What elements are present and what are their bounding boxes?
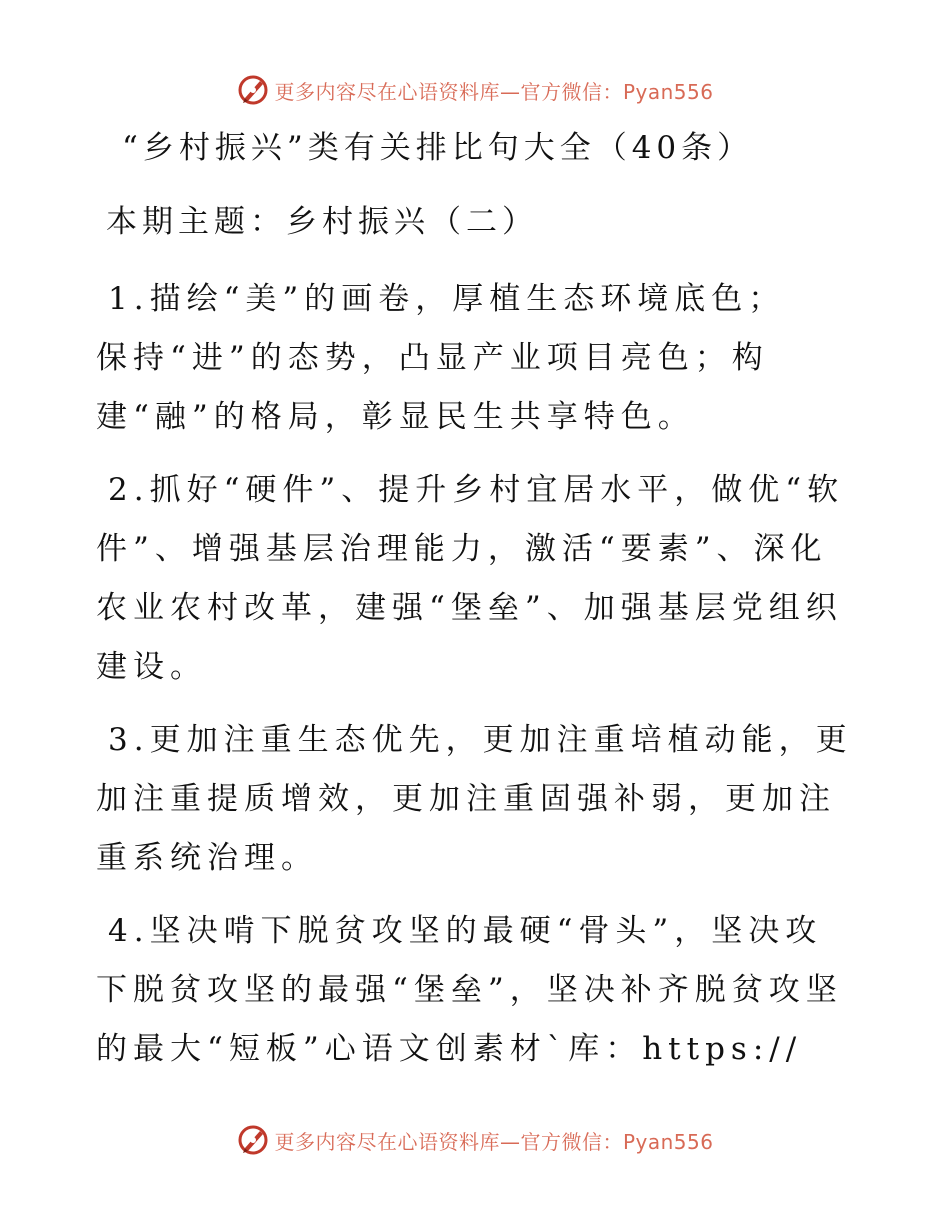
pen-seal-logo-icon bbox=[236, 1123, 270, 1157]
list-item: 1.描绘“美”的画卷，厚植生态环境底色；保持“进”的态势，凸显产业项目亮色；构建“融”的格局，彰显民生共享特色。 bbox=[96, 281, 786, 435]
footer-banner-text: 更多内容尽在心语资料库—官方微信：Pyan556 bbox=[274, 1129, 714, 1154]
list-item: 3.更加注重生态优先，更加注重培植动能，更加注重提质增效，更加注重固强补弱，更加注重系统治理。 bbox=[96, 722, 853, 876]
list-item: 2.抓好“硬件”、提升乡村宜居水平，做优“软件”、增强基层治理能力，激活“要素”、深化农业农村改革，建强“堡垒”、加强基层党组织建设。 bbox=[96, 472, 845, 685]
pen-seal-logo-icon bbox=[236, 73, 270, 107]
document-title: “乡村振兴”类有关排比句大全（40条） bbox=[122, 130, 754, 166]
header-banner-text: 更多内容尽在心语资料库—官方微信：Pyan556 bbox=[274, 79, 714, 104]
header-banner bbox=[0, 70, 950, 110]
footer-banner bbox=[0, 1120, 950, 1160]
list-item: 4.坚决啃下脱贫攻坚的最硬“骨头”，坚决攻下脱贫攻坚的最强“堡垒”，坚决补齐脱贫攻坚的最大“短板”心语文创素材`库：https:// bbox=[96, 913, 843, 1067]
document-theme: 本期主题：乡村振兴（二） bbox=[106, 204, 538, 240]
document-body bbox=[96, 120, 856, 1079]
